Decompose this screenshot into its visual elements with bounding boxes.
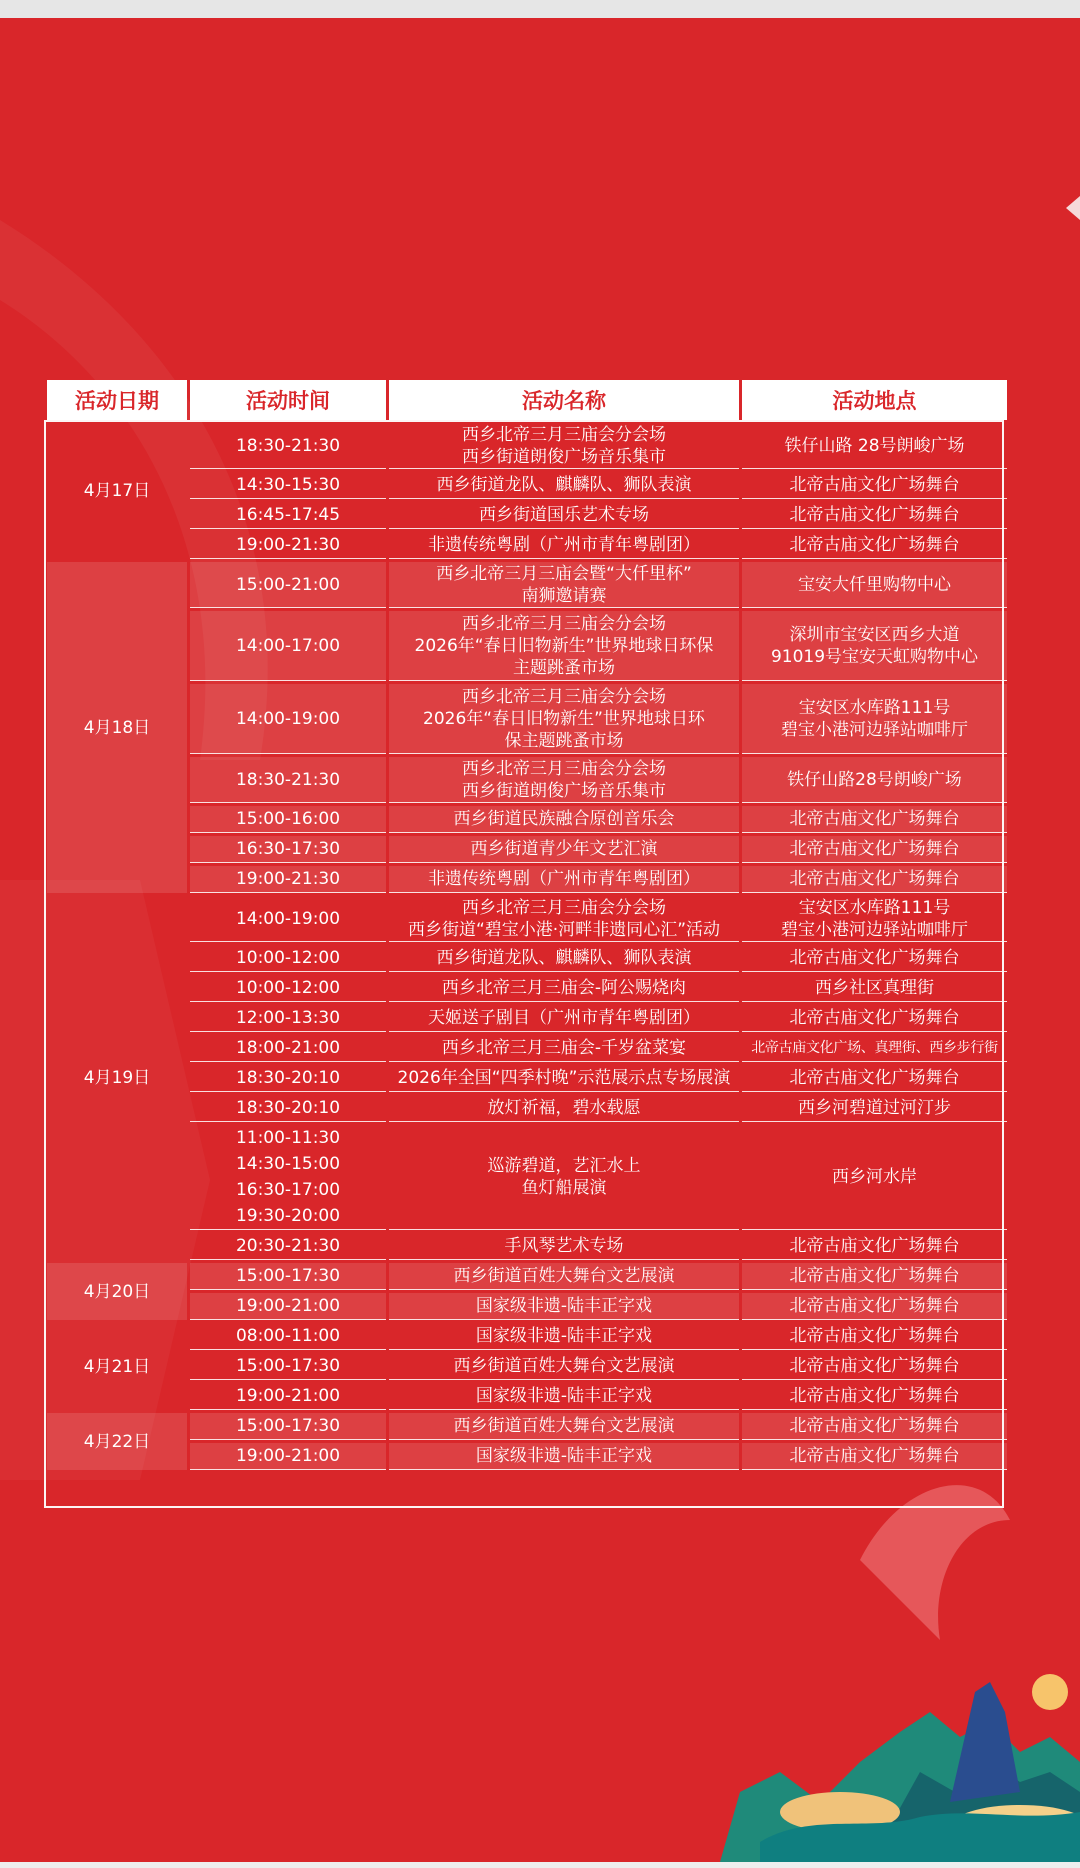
location-cell — [742, 1125, 1007, 1230]
location-line: 宝安区水库路111号 — [798, 697, 951, 718]
event-name-line: 南狮邀请赛 — [521, 585, 607, 606]
event-name-line: 2026年“春日旧物新生”世界地球日环保 — [414, 635, 714, 656]
table-row — [47, 806, 1007, 833]
header-event-name: 活动名称 — [389, 380, 739, 420]
location-line: 宝安区水库路111号 — [798, 897, 951, 918]
location-line: 北帝古庙文化广场舞台 — [789, 475, 960, 495]
location-cell — [742, 1413, 1007, 1440]
event-name-line: 国家级非遗-陆丰正字戏 — [475, 1446, 653, 1466]
time-cell: 19:00-21:00 — [190, 1293, 386, 1320]
location-cell — [742, 1005, 1007, 1032]
event-name-line: 西乡街道国乐艺术专场 — [479, 505, 649, 525]
event-name-cell — [389, 1443, 739, 1470]
time-cell: 19:00-21:30 — [190, 532, 386, 559]
event-name-cell — [389, 1293, 739, 1320]
location-cell — [742, 896, 1007, 942]
location-line: 北帝古庙文化广场舞台 — [789, 1008, 960, 1028]
table-row — [47, 896, 1007, 942]
event-name-cell — [389, 611, 739, 681]
date-group — [47, 423, 1007, 559]
time-cell: 15:00-17:30 — [190, 1353, 386, 1380]
event-name-line: 西乡街道朗俊广场音乐集市 — [462, 780, 666, 801]
event-name-line: 西乡街道朗俊广场音乐集市 — [462, 446, 666, 467]
location-cell — [742, 757, 1007, 803]
location-cell — [742, 1035, 1007, 1062]
time-cell: 18:30-21:30 — [190, 757, 386, 803]
event-name-cell — [389, 1035, 739, 1062]
time-cell: 19:00-21:00 — [190, 1443, 386, 1470]
event-name-line: 西乡街道“碧宝小港·河畔非遗同心汇”活动 — [407, 919, 721, 940]
time-cell: 14:00-19:00 — [190, 896, 386, 942]
event-name-line: 西乡北帝三月三庙会分会场 — [462, 758, 666, 779]
location-line: 宝安大仟里购物中心 — [798, 574, 951, 595]
event-name-line: 天姬送子剧目（广州市青年粤剧团） — [428, 1008, 700, 1028]
location-cell — [742, 806, 1007, 833]
location-line: 碧宝小港河边驿站咖啡厅 — [781, 919, 968, 940]
event-name-cell — [389, 502, 739, 529]
event-name-line: 西乡街道民族融合原创音乐会 — [453, 809, 675, 829]
event-name-line: 西乡街道龙队、麒麟队、狮队表演 — [436, 948, 692, 968]
table-row — [47, 611, 1007, 681]
event-name-line: 西乡街道青少年文艺汇演 — [470, 839, 658, 859]
event-name-line: 放灯祈福，碧水载愿 — [487, 1098, 641, 1118]
date-group — [47, 1263, 1007, 1320]
time-cell: 18:00-21:00 — [190, 1035, 386, 1062]
time-cell: 20:30-21:30 — [190, 1233, 386, 1260]
location-cell — [742, 945, 1007, 972]
table-row — [47, 1125, 1007, 1230]
landscape-decoration — [720, 1562, 1080, 1862]
location-line: 西乡河碧道过河汀步 — [798, 1098, 951, 1118]
event-name-line: 国家级非遗-陆丰正字戏 — [475, 1386, 653, 1406]
location-line: 铁仔山路 28号朗峻广场 — [784, 435, 965, 456]
location-cell — [742, 866, 1007, 893]
event-name-cell — [389, 866, 739, 893]
event-name-cell — [389, 1233, 739, 1260]
event-name-line: 西乡北帝三月三庙会-阿公赐烧肉 — [441, 978, 687, 998]
table-row — [47, 1233, 1007, 1260]
event-name-cell — [389, 806, 739, 833]
location-line: 北帝古庙文化广场、真理街、西乡步行街 — [751, 1040, 998, 1056]
location-cell — [742, 1353, 1007, 1380]
location-line: 铁仔山路28号朗峻广场 — [787, 769, 962, 790]
location-cell — [742, 1443, 1007, 1470]
event-name-line: 主题跳蚤市场 — [513, 657, 615, 678]
header-time: 活动时间 — [190, 380, 386, 420]
location-line: 北帝古庙文化广场舞台 — [789, 869, 960, 889]
location-line: 北帝古庙文化广场舞台 — [789, 1356, 960, 1376]
event-name-line: 2026年全国“四季村晚”示范展示点专场展演 — [397, 1068, 731, 1088]
location-cell — [742, 1293, 1007, 1320]
event-name-cell — [389, 1383, 739, 1410]
time-cell: 15:00-21:00 — [190, 562, 386, 608]
time-cell: 10:00-12:00 — [190, 945, 386, 972]
location-line: 北帝古庙文化广场舞台 — [789, 1266, 960, 1286]
table-row — [47, 472, 1007, 499]
location-cell — [742, 1323, 1007, 1350]
event-name-cell — [389, 1353, 739, 1380]
event-name-line: 巡游碧道，艺汇水上 — [487, 1156, 641, 1176]
table-row — [47, 1095, 1007, 1122]
event-name-cell — [389, 975, 739, 1002]
event-name-line: 国家级非遗-陆丰正字戏 — [475, 1326, 653, 1346]
date-cell: 4月17日 — [83, 481, 151, 501]
location-cell — [742, 684, 1007, 754]
location-cell — [742, 532, 1007, 559]
event-name-line: 西乡北帝三月三庙会-千岁盆菜宴 — [441, 1038, 687, 1058]
location-line: 北帝古庙文化广场舞台 — [789, 1068, 960, 1088]
side-notch-marker — [1066, 196, 1080, 220]
event-name-line: 西乡北帝三月三庙会暨“大仟里杯” — [436, 563, 692, 584]
table-row — [47, 1383, 1007, 1410]
event-name-line: 西乡北帝三月三庙会分会场 — [462, 686, 666, 707]
location-cell — [742, 611, 1007, 681]
location-cell — [742, 502, 1007, 529]
location-line: 北帝古庙文化广场舞台 — [789, 1296, 960, 1316]
time-cell: 12:00-13:30 — [190, 1005, 386, 1032]
event-name-line: 保主题跳蚤市场 — [504, 730, 624, 751]
location-line: 91019号宝安天虹购物中心 — [770, 646, 979, 667]
date-group — [47, 896, 1007, 1260]
location-cell — [742, 975, 1007, 1002]
time-cell: 18:30-21:30 — [190, 423, 386, 469]
event-name-cell — [389, 1125, 739, 1230]
event-name-cell — [389, 1323, 739, 1350]
time-cell: 18:30-20:10 — [190, 1095, 386, 1122]
event-name-line: 西乡街道龙队、麒麟队、狮队表演 — [436, 475, 692, 495]
location-cell — [742, 1095, 1007, 1122]
location-cell — [742, 562, 1007, 608]
event-name-line: 西乡街道百姓大舞台文艺展演 — [453, 1416, 675, 1436]
location-line: 北帝古庙文化广场舞台 — [789, 535, 960, 555]
table-row — [47, 1413, 1007, 1440]
event-name-cell — [389, 945, 739, 972]
time-cell: 19:00-21:00 — [190, 1383, 386, 1410]
table-row — [47, 532, 1007, 559]
event-name-cell — [389, 532, 739, 559]
event-name-cell — [389, 1065, 739, 1092]
header-date: 活动日期 — [47, 380, 187, 420]
table-row — [47, 423, 1007, 469]
location-line: 碧宝小港河边驿站咖啡厅 — [781, 719, 968, 740]
bottom-strip — [0, 1862, 1080, 1868]
time-cell: 16:30-17:30 — [190, 836, 386, 863]
location-line: 北帝古庙文化广场舞台 — [789, 839, 960, 859]
date-cell: 4月18日 — [47, 562, 187, 893]
header-location: 活动地点 — [742, 380, 1007, 420]
table-row — [47, 1353, 1007, 1380]
table-row — [47, 1293, 1007, 1320]
event-name-cell — [389, 472, 739, 499]
location-line: 北帝古庙文化广场舞台 — [789, 1386, 960, 1406]
event-name-cell — [389, 1263, 739, 1290]
table-row — [47, 562, 1007, 608]
date-cell: 4月22日 — [47, 1413, 187, 1470]
time-cell: 15:00-17:30 — [190, 1413, 386, 1440]
location-line: 西乡社区真理街 — [815, 978, 934, 998]
event-name-cell — [389, 423, 739, 469]
time-cell: 16:45-17:45 — [190, 502, 386, 529]
time-cell: 14:30-15:30 — [190, 472, 386, 499]
date-cell: 4月20日 — [47, 1263, 187, 1320]
location-line: 北帝古庙文化广场舞台 — [789, 1326, 960, 1346]
event-name-cell — [389, 896, 739, 942]
table-row — [47, 945, 1007, 972]
table-row — [47, 866, 1007, 893]
time-cell: 19:00-21:30 — [190, 866, 386, 893]
date-group — [47, 1413, 1007, 1470]
event-name-cell — [389, 836, 739, 863]
location-cell — [742, 1233, 1007, 1260]
table-row — [47, 1035, 1007, 1062]
event-name-line: 非遗传统粤剧（广州市青年粤剧团） — [428, 869, 700, 889]
location-cell — [742, 836, 1007, 863]
table-row — [47, 502, 1007, 529]
table-header-row — [47, 380, 1007, 420]
location-cell — [742, 423, 1007, 469]
location-line: 北帝古庙文化广场舞台 — [789, 948, 960, 968]
time-cell: 10:00-12:00 — [190, 975, 386, 1002]
time-cell: 11:00-11:30 14:30-15:00 16:30-17:00 19:30-20:00 — [190, 1125, 386, 1230]
event-name-line: 西乡北帝三月三庙会分会场 — [462, 897, 666, 918]
event-schedule-table — [44, 377, 1010, 1473]
table-row — [47, 684, 1007, 754]
location-line: 北帝古庙文化广场舞台 — [789, 1446, 960, 1466]
location-line: 北帝古庙文化广场舞台 — [789, 505, 960, 525]
event-name-line: 西乡北帝三月三庙会分会场 — [462, 613, 666, 634]
time-cell: 14:00-19:00 — [190, 684, 386, 754]
event-name-line: 西乡街道百姓大舞台文艺展演 — [453, 1266, 675, 1286]
table-row — [47, 836, 1007, 863]
event-name-line: 手风琴艺术专场 — [504, 1236, 624, 1256]
table-row — [47, 1065, 1007, 1092]
location-line: 北帝古庙文化广场舞台 — [789, 809, 960, 829]
time-cell: 08:00-11:00 — [190, 1323, 386, 1350]
event-name-line: 西乡北帝三月三庙会分会场 — [462, 424, 666, 445]
event-name-line: 非遗传统粤剧（广州市青年粤剧团） — [428, 535, 700, 555]
location-line: 北帝古庙文化广场舞台 — [789, 1416, 960, 1436]
time-cell: 15:00-16:00 — [190, 806, 386, 833]
event-name-line: 国家级非遗-陆丰正字戏 — [475, 1296, 653, 1316]
location-line: 西乡河水岸 — [832, 1167, 917, 1187]
table-row — [47, 757, 1007, 803]
event-name-cell — [389, 1095, 739, 1122]
location-cell — [742, 1263, 1007, 1290]
event-name-cell — [389, 757, 739, 803]
table-row — [47, 1263, 1007, 1290]
event-name-cell — [389, 684, 739, 754]
event-name-cell — [389, 1005, 739, 1032]
time-cell: 15:00-17:30 — [190, 1263, 386, 1290]
location-cell — [742, 472, 1007, 499]
event-name-line: 西乡街道百姓大舞台文艺展演 — [453, 1356, 675, 1376]
location-cell — [742, 1065, 1007, 1092]
event-name-line: 鱼灯船展演 — [521, 1178, 607, 1198]
time-cell: 14:00-17:00 — [190, 611, 386, 681]
event-name-line: 2026年“春日旧物新生”世界地球日环 — [423, 708, 705, 729]
location-line: 深圳市宝安区西乡大道 — [789, 624, 960, 645]
event-name-cell — [389, 562, 739, 608]
table-row — [47, 1005, 1007, 1032]
date-group — [47, 562, 1007, 893]
time-cell: 18:30-20:10 — [190, 1065, 386, 1092]
table-row — [47, 1323, 1007, 1350]
location-line: 北帝古庙文化广场舞台 — [789, 1236, 960, 1256]
table-row — [47, 975, 1007, 1002]
event-name-cell — [389, 1413, 739, 1440]
date-cell: 4月19日 — [83, 1068, 151, 1088]
date-cell: 4月21日 — [83, 1356, 151, 1377]
table-row — [47, 1443, 1007, 1470]
location-cell — [742, 1383, 1007, 1410]
date-group — [47, 1323, 1007, 1410]
